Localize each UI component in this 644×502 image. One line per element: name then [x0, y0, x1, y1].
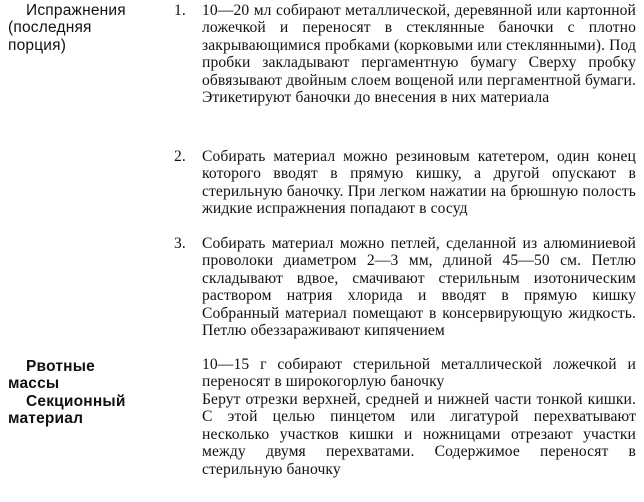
description-column — [174, 2, 636, 502]
feces-item-3 — [174, 235, 636, 339]
label-sectional — [8, 393, 126, 428]
label-feces-line2: (последняя — [8, 19, 92, 37]
label-vomit — [8, 358, 95, 393]
item-number: 2. — [174, 148, 186, 165]
item-text: Собирать материал можно петлей, сделанной из алюминиевой проволоки диаметром 2—3 мм, длиной 45—50 см. Петлю складывают вдвое, смачивают стерильным изотоническим раствором натрия хлорида и вводят в прямую кишку Собранный материал помещают в консервирующую жидкость. Петлю обеззараживают кипячением — [202, 235, 636, 340]
feces-item-1 — [174, 2, 636, 106]
item-number: 1. — [174, 2, 186, 19]
label-vomit-line2: массы — [8, 375, 60, 393]
item-text: Собирать материал можно резиновым катетером, один конец которого вводят в прямую кишку, а другой опускают в стерильную баночку. При легком нажатии на брюшную полость жидкие испражнения попадают в сосуд — [202, 148, 636, 218]
label-feces-line3: порция) — [8, 36, 67, 54]
item-number: 3. — [174, 235, 186, 252]
label-feces-line1: Испражнения — [26, 2, 126, 19]
sectional-description: Берут отрезки верхней, средней и нижней части тонкой кишки. С этой целью пинцетом или лигатурой перехватывают несколько участков кишки и ножницами отрезают участки между двумя перехватами. Содержимое переносят в стерильную баночку — [202, 391, 636, 478]
label-vomit-line1: Рвотные — [26, 358, 95, 375]
label-sectional-line2: материал — [8, 410, 84, 428]
label-sectional-line1: Секционный — [26, 393, 126, 410]
label-feces — [8, 2, 126, 54]
vomit-description: 10—15 г собирают стерильной металлической ложечкой и переносят в широкогорлую баночку — [202, 356, 636, 391]
item-text: 10—20 мл собирают металлической, деревянной или картонной ложечкой и переносят в стеклянные баночки с плотно закрывающимися пробками (корковыми или стеклянными). Под пробки закладывают пергаментную бумагу Сверху пробку обвязывают двойным слоем вощеной или пергаментной бумаги. Этикетируют баночки до внесения в них материала — [202, 2, 636, 107]
feces-item-2 — [174, 148, 636, 218]
